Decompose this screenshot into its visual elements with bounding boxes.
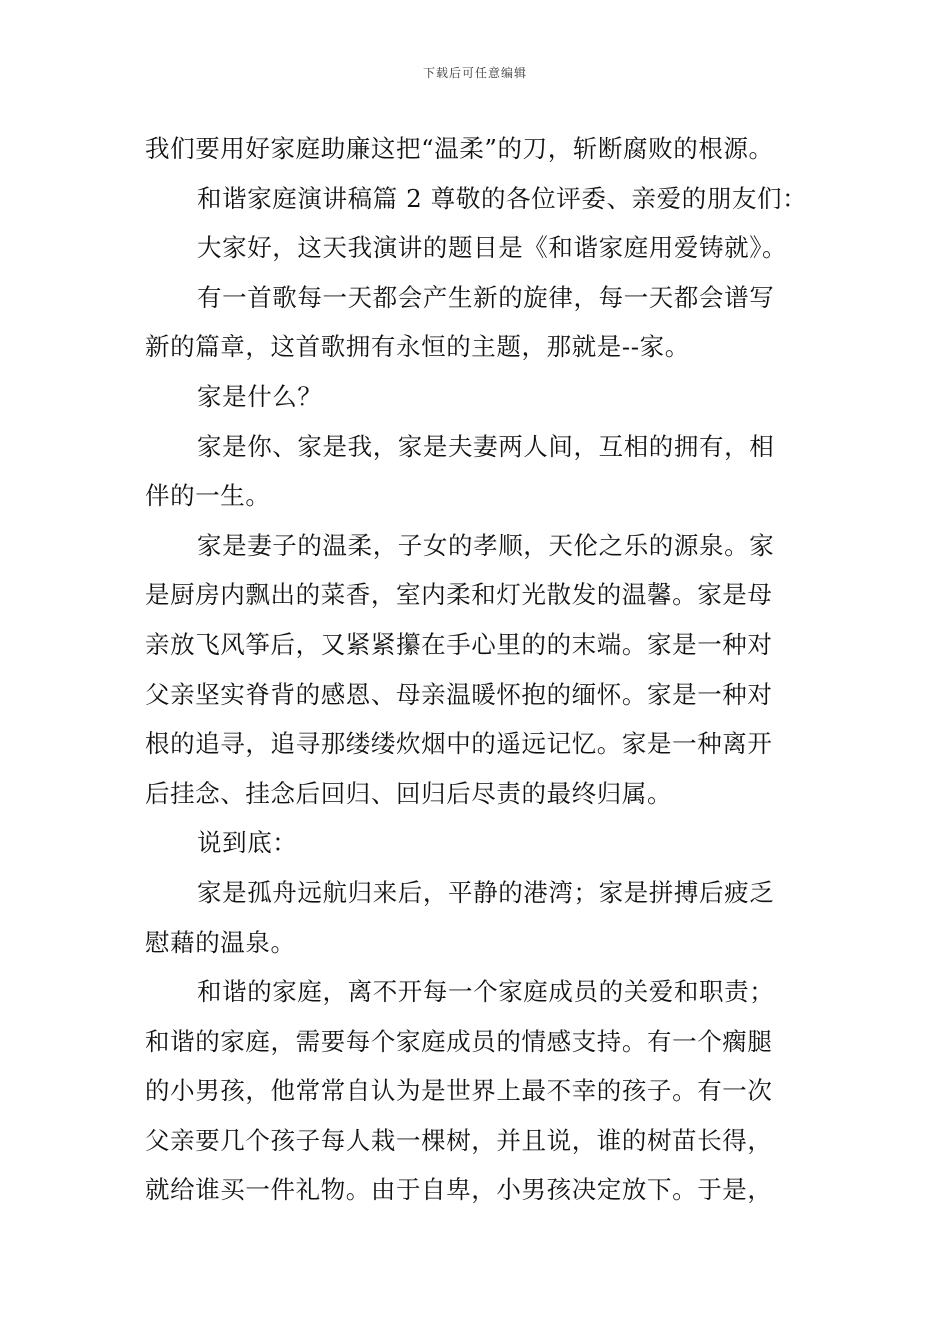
text-line: 我们要用好家庭助廉这把“温柔”的刀，斩断腐败的根源。 [145, 134, 774, 163]
text-line: 亲放飞风筝后，又紧紧攥在手心里的的末端。家是一种对 [145, 629, 773, 659]
text-line: 家是妻子的温柔，子女的孝顺，天伦之乐的源泉。家 [197, 530, 775, 560]
text-line: 有一首歌每一天都会产生新的旋律，每一天都会谱写 [197, 282, 775, 312]
text-line: 和谐的家庭，需要每个家庭成员的情感支持。有一个瘸腿 [145, 1026, 773, 1056]
text-line: 家是孤舟远航归来后，平静的港湾；家是拼搏后疲乏 [197, 877, 775, 907]
text-line: 和谐的家庭，离不开每一个家庭成员的关爱和职责； [197, 977, 775, 1007]
text-line: 是厨房内飘出的菜香，室内柔和灯光散发的温馨。家是母 [145, 580, 773, 610]
text-line: 根的追寻，追寻那缕缕炊烟中的遥远记忆。家是一种离开 [145, 729, 773, 759]
text-line: 和谐家庭演讲稿篇 2 尊敬的各位评委、亲爱的朋友们： [197, 183, 808, 213]
text-line: 就给谁买一件礼物。由于自卑，小男孩决定放下。于是， [145, 1175, 773, 1205]
text-line: 慰藉的温泉。 [145, 927, 296, 957]
text-line: 父亲坚实脊背的感恩、母亲温暖怀抱的缅怀。家是一种对 [145, 679, 773, 709]
text-line: 家是什么？ [197, 381, 323, 411]
text-line: 大家好，这天我演讲的题目是《和谐家庭用爱铸就》。 [197, 233, 788, 263]
text-line: 后挂念、挂念后回归、回归后尽责的最终归属。 [145, 778, 673, 808]
text-line: 的小男孩，他常常自认为是世界上最不幸的孩子。有一次 [145, 1076, 773, 1106]
document-body [145, 124, 810, 1215]
text-line: 伴的一生。 [145, 481, 271, 511]
text-line: 父亲要几个孩子每人栽一棵树，并且说，谁的树苗长得， [145, 1125, 773, 1155]
text-line: 家是你、家是我，家是夫妻两人间，互相的拥有，相 [197, 431, 775, 461]
page-header: 下载后可任意编辑 [422, 66, 527, 80]
text-line: 说到底： [197, 828, 298, 858]
text-line: 新的篇章，这首歌拥有永恒的主题，那就是--家。 [145, 332, 690, 362]
